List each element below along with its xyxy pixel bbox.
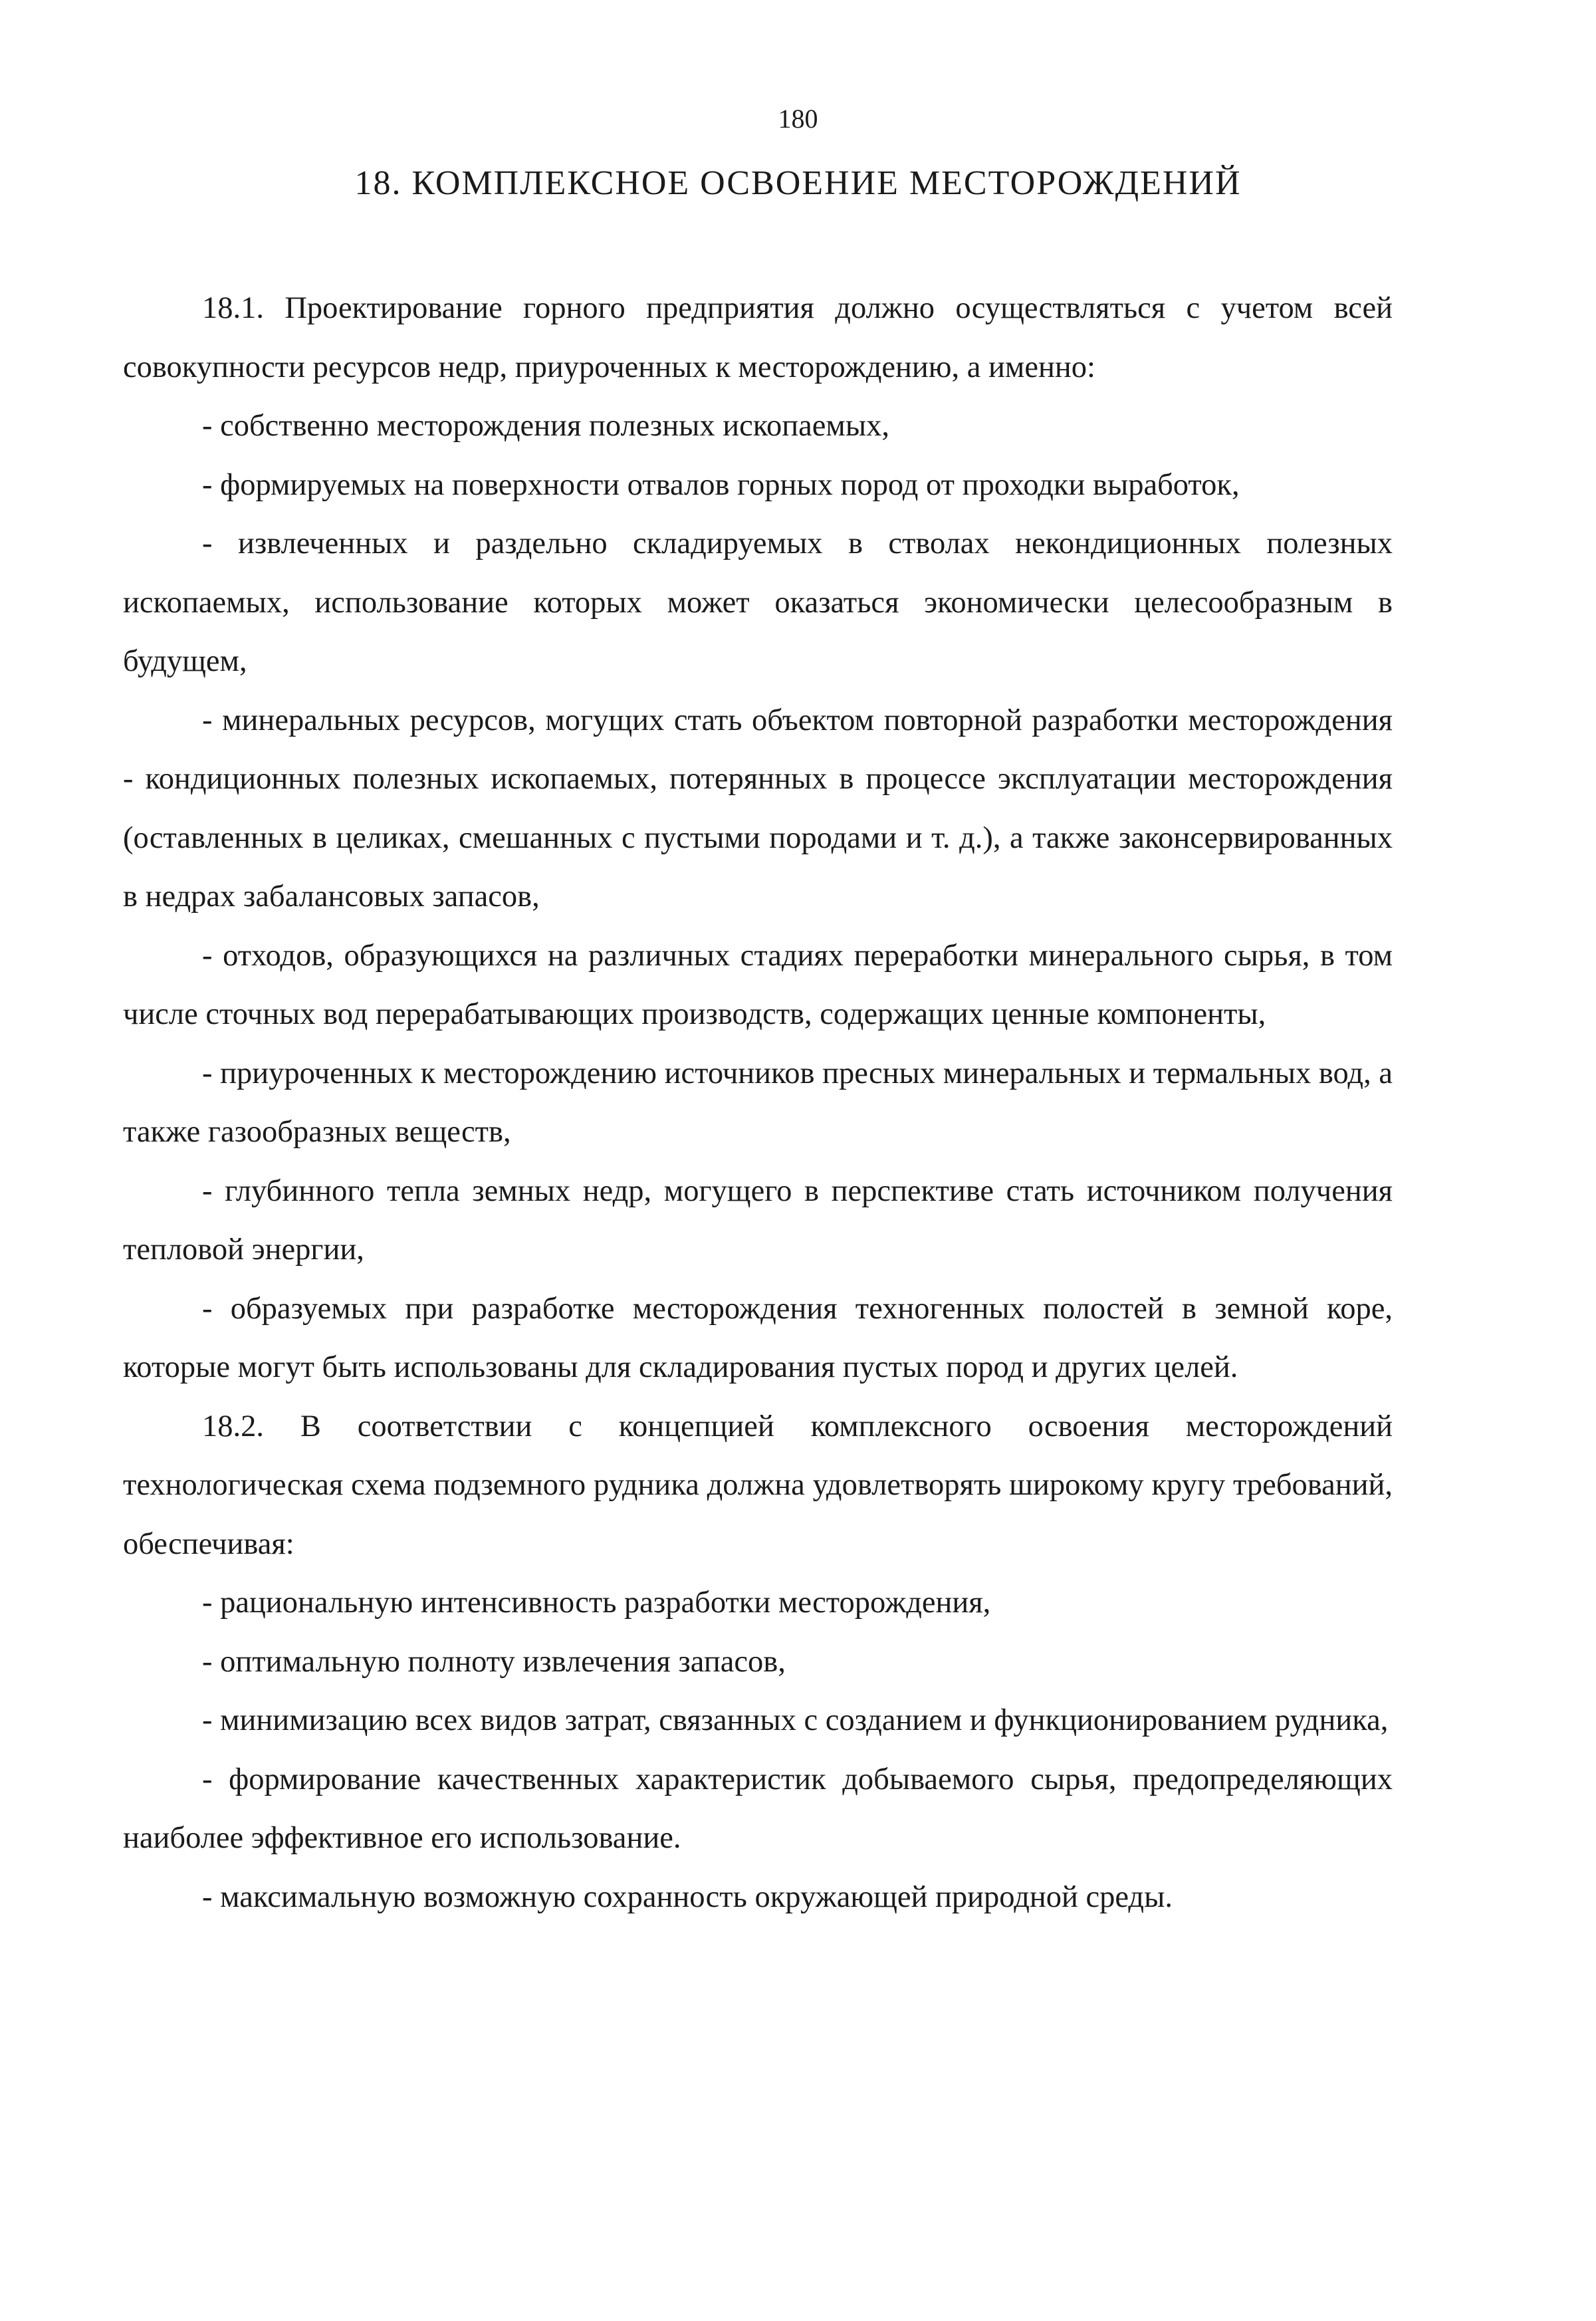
list-item-quality-characteristics: - формирование качественных характеристик добываемого сырья, предопределяющих наиболее эффективное его использование. [123,1762,1393,1855]
paragraph-18-1-intro: 18.1. Проектирование горного предприятия должно осуществляться с учетом всей совокупности ресурсов недр, приуроченных к месторождению, а именно: [123,291,1393,384]
list-item-water-sources: - приуроченных к месторождению источников пресных минеральных и термальных вод, а также газообразных веществ, [123,1056,1393,1149]
section-title: 18. КОМПЛЕКСНОЕ ОСВОЕНИЕ МЕСТОРОЖДЕНИЙ [354,164,1242,202]
list-item-cost-minimization: - минимизацию всех видов затрат, связанных с созданием и функционированием рудника, [202,1703,1389,1737]
page-number: 180 [778,104,818,134]
section-body [123,279,1393,1927]
list-item-dumps: - формируемых на поверхности отвалов горных пород от проходки выработок, [202,467,1240,502]
list-item-extraction-completeness: - оптимальную полноту извлечения запасов, [202,1644,786,1679]
list-item-substandard-minerals: - извлеченных и раздельно складируемых в стволах некондиционных полезных ископаемых, использование которых может оказаться экономически целесообразным в будущем, [123,527,1393,678]
list-item-processing-waste: - отходов, образующихся на различных стадиях переработки минерального сырья, в том числе сточных вод перерабатывающих производств, содержащих ценные компоненты, [123,938,1393,1031]
list-item-geothermal-heat: - глубинного тепла земных недр, могущего в перспективе стать источником получения тепловой энергии, [123,1173,1393,1267]
list-item-mineral-resources: - минеральных ресурсов, могущих стать объектом повторной разработки месторождения - кондиционных полезных ископаемых, потерянных в процессе эксплуатации месторождения (оставленных в целиках, смешанных с пустыми породами и т. д.), а также законсервированных в недрах забалансовых запасов, [123,703,1393,914]
list-item-man-made-cavities: - образуемых при разработке месторождения техногенных полостей в земной коре, которые могут быть использованы для складирования пустых пород и других целей. [123,1291,1393,1384]
paragraph-18-2-intro: 18.2. В соответствии с концепцией комплексного освоения месторождений технологическая схема подземного рудника должна удовлетворять широкому кругу требований, обеспечивая: [123,1409,1393,1561]
list-item-deposits: - собственно месторождения полезных ископаемых, [202,409,889,443]
list-item-intensity: - рациональную интенсивность разработки месторождения, [202,1586,991,1620]
list-item-environment-preservation: - максимальную возможную сохранность окружающей природной среды. [202,1880,1173,1914]
